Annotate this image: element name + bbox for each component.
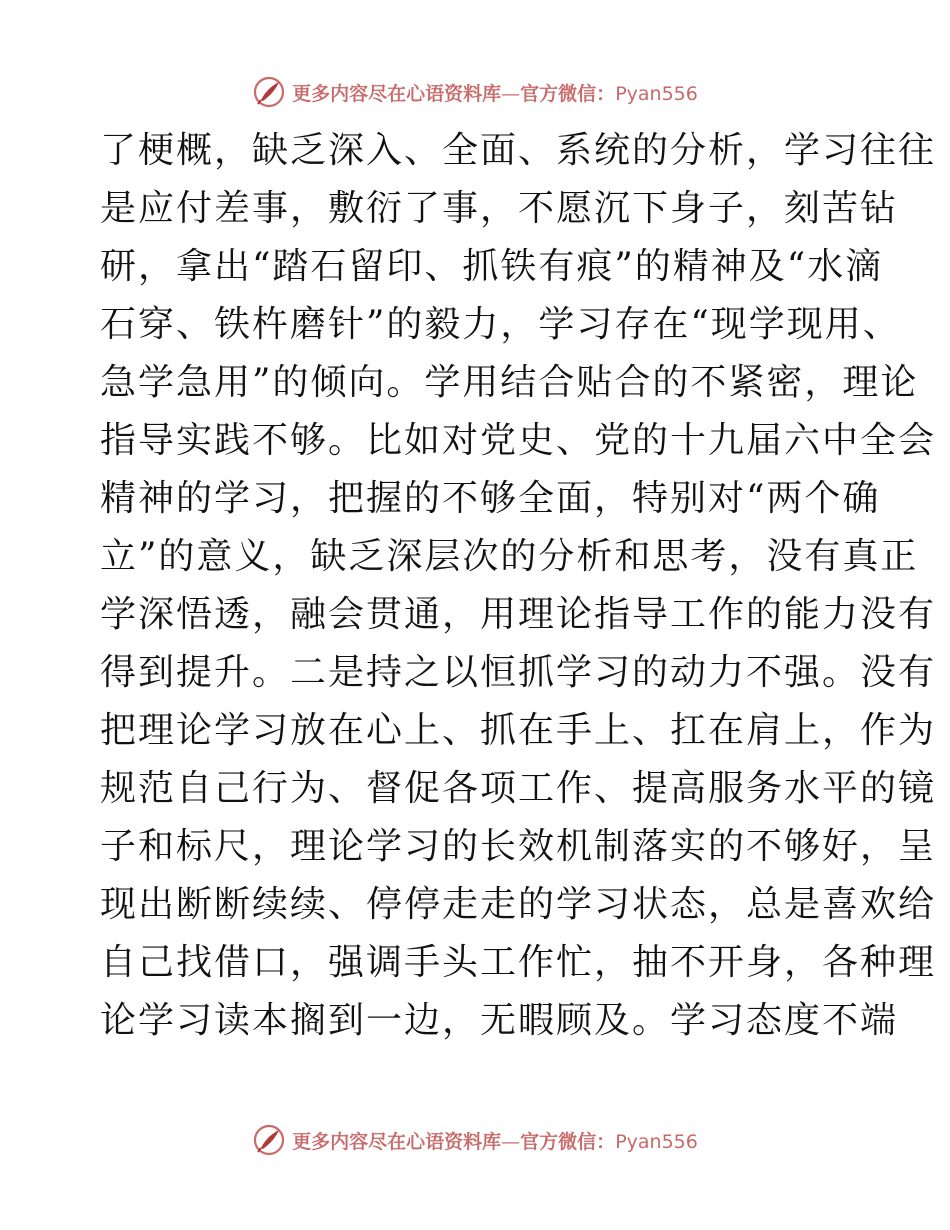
document-body <box>100 122 937 1050</box>
text-line: 指导实践不够。比如对党史、党的十九届六中全会 <box>100 420 937 461</box>
text-line: 急学急用”的倾向。学用结合贴合的不紧密，理论 <box>100 362 919 403</box>
text-line: 精神的学习，把握的不够全面，特别对“两个确 <box>100 478 881 519</box>
watermark-text: 更多内容尽在心语资料库—官方微信：Pyan556 <box>292 1130 698 1153</box>
text-line: 研，拿出“踏石留印、抓铁有痕”的精神及“水滴 <box>100 246 884 287</box>
text-line: 立”的意义，缺乏深层次的分析和思考，没有真正 <box>100 536 919 577</box>
text-line: 学深悟透，融会贯通，用理论指导工作的能力没有 <box>100 594 937 635</box>
header-watermark <box>0 72 950 112</box>
text-line: 论学习读本搁到一边，无暇顾及。学习态度不端 <box>100 1000 899 1041</box>
footer-watermark <box>0 1120 950 1160</box>
watermark-text: 更多内容尽在心语资料库—官方微信：Pyan556 <box>292 82 698 105</box>
text-line: 把理论学习放在心上、抓在手上、扛在肩上，作为 <box>100 710 937 751</box>
quill-logo-icon <box>252 1123 286 1157</box>
text-line: 规范自己行为、督促各项工作、提高服务水平的镜 <box>100 768 937 809</box>
text-line: 得到提升。二是持之以恒抓学习的动力不强。没有 <box>100 652 937 693</box>
text-line: 石穿、铁杵磨针”的毅力，学习存在“现学现用、 <box>100 304 901 345</box>
text-line: 自己找借口，强调手头工作忙，抽不开身，各种理 <box>100 942 937 983</box>
text-line: 是应付差事，敷衍了事，不愿沉下身子，刻苦钻 <box>100 188 899 229</box>
text-line: 了梗概，缺乏深入、全面、系统的分析，学习往往 <box>100 130 937 171</box>
text-line: 子和标尺，理论学习的长效机制落实的不够好，呈 <box>100 826 937 867</box>
text-line: 现出断断续续、停停走走的学习状态，总是喜欢给 <box>100 884 937 925</box>
quill-logo-icon <box>252 75 286 109</box>
